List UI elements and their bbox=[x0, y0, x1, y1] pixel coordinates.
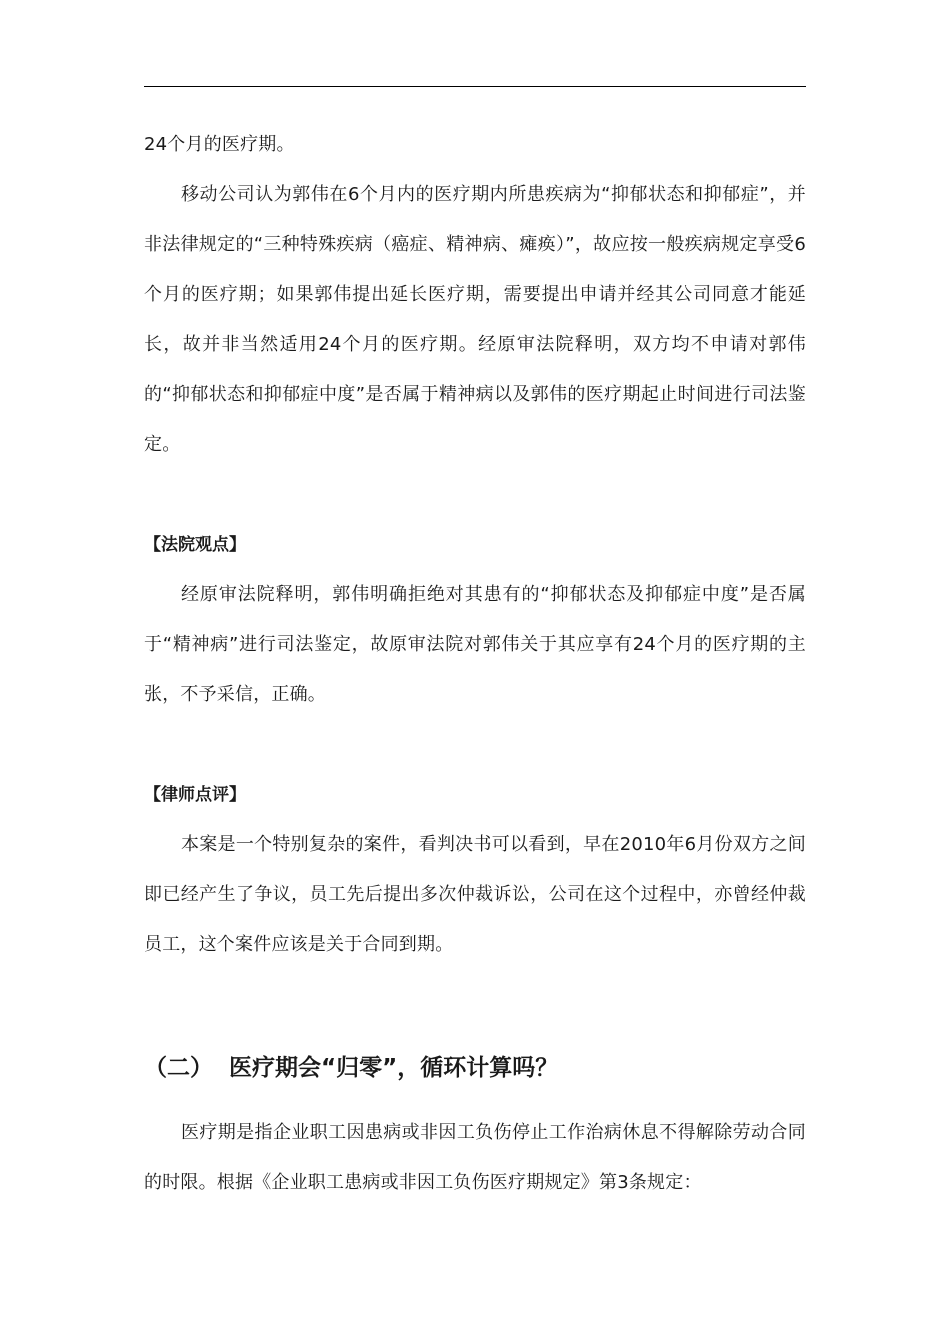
court-view-label: 【法院观点】 bbox=[144, 535, 246, 555]
lawyer-review-section bbox=[144, 770, 806, 970]
section-two-text: 医疗期是指企业职工因患病或非因工负伤停止工作治病休息不得解除劳动合同的时限。根据《企业职工患病或非因工负伤医疗期规定》第3条规定： bbox=[144, 1122, 806, 1193]
document-body bbox=[144, 120, 806, 1208]
paragraph-company-position: 移动公司认为郭伟在6个月内的医疗期内所患疾病为“抑郁状态和抑郁症”，并非法律规定的“三种特殊疾病（癌症、精神病、瘫痪）”，故应按一般疾病规定享受6个月的医疗期；如果郭伟提出延长医疗期，需要提出申请并经其公司同意才能延长，故并非当然适用24个月的医疗期。经原审法院释明，双方均不申请对郭伟的“抑郁状态和抑郁症中度”是否属于精神病以及郭伟的医疗期起止时间进行司法鉴定。 bbox=[144, 184, 806, 455]
section-two-heading: （二） 医疗期会“归零”，循环计算吗？ bbox=[144, 1055, 559, 1081]
paragraph-continued: 24个月的医疗期。 bbox=[144, 134, 295, 155]
court-view-section bbox=[144, 520, 806, 720]
lawyer-review-label: 【律师点评】 bbox=[144, 785, 246, 805]
court-view-text: 经原审法院释明，郭伟明确拒绝对其患有的“抑郁状态及抑郁症中度”是否属于“精神病”进行司法鉴定，故原审法院对郭伟关于其应享有24个月的医疗期的主张，不予采信，正确。 bbox=[144, 584, 806, 705]
header-rule bbox=[144, 86, 806, 87]
lawyer-review-text: 本案是一个特别复杂的案件，看判决书可以看到，早在2010年6月份双方之间即已经产生了争议，员工先后提出多次仲裁诉讼，公司在这个过程中，亦曾经仲裁员工，这个案件应该是关于合同到期。 bbox=[144, 834, 806, 955]
